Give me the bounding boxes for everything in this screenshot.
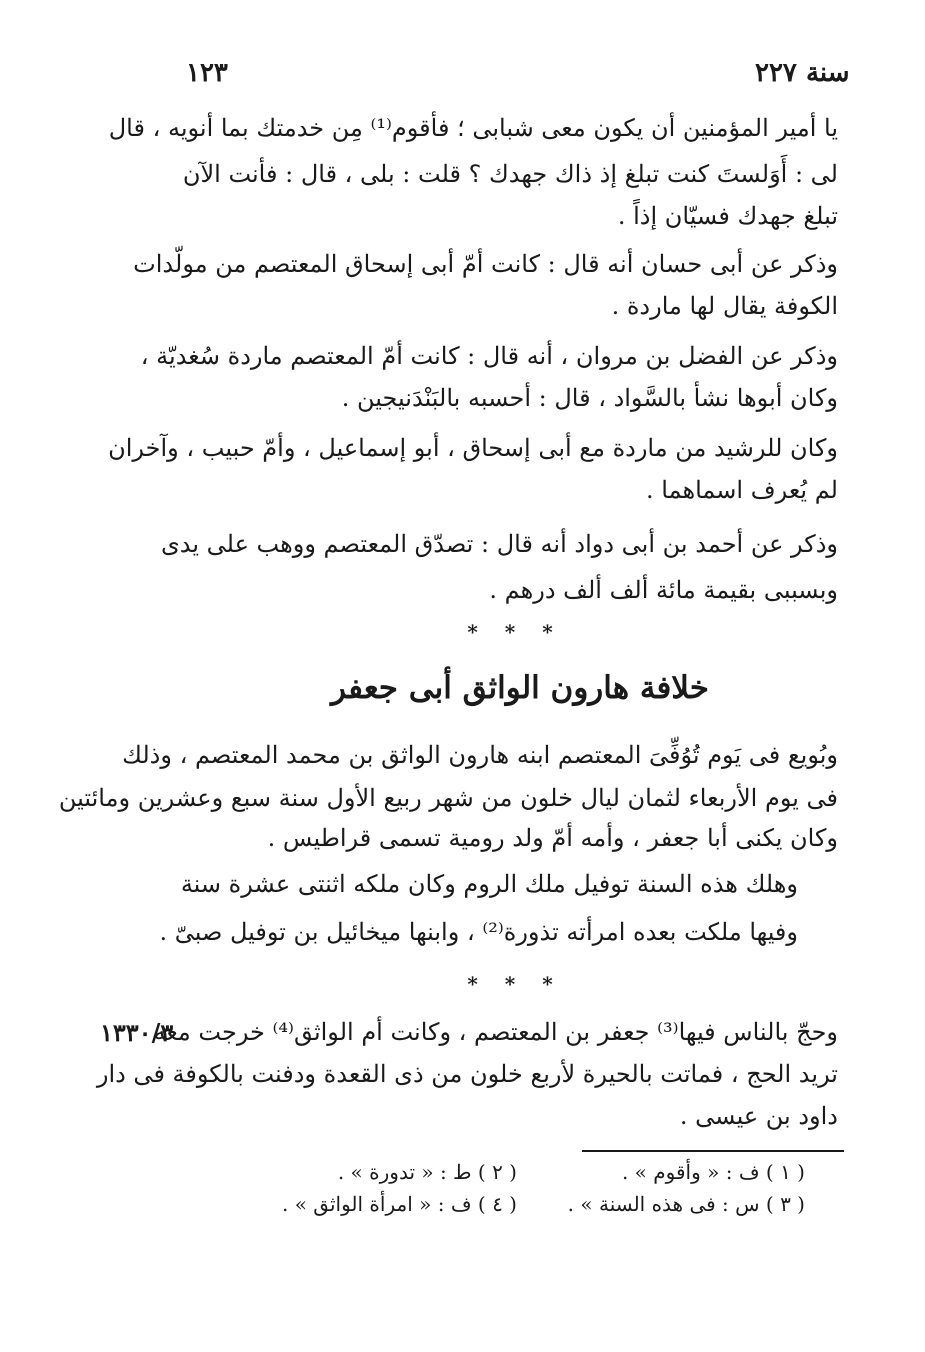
text-line: وهلك هذه السنة توفيل ملك الروم وكان ملكه اثنتى عشرة سنة (180, 870, 798, 898)
text-line: وفيها ملكت بعده امرأته تذورة⁽²⁾ ، وابنها ميخائيل بن توفيل صبىّ . (159, 918, 798, 946)
section-title: خلافة هارون الواثق أبى جعفر (331, 670, 709, 706)
text-line: تريد الحج ، فماتت بالحيرة لأربع خلون من ذى القعدة ودفنت بالكوفة فى دار (96, 1060, 838, 1088)
text-line: وحجّ بالناس فيها⁽³⁾ جعفر بن المعتصم ، وكانت أم الواثق⁽⁴⁾ خرجت معه (153, 1018, 838, 1046)
text-line: وكان للرشيد من ماردة مع أبى إسحاق ، أبو إسماعيل ، وأمّ حبيب ، وآخران (108, 434, 838, 462)
text-line: وذكر عن الفضل بن مروان ، أنه قال : كانت أمّ المعتصم ماردة سُغديّة ، (140, 342, 838, 370)
year-label: سنة ٢٢٧ (755, 58, 850, 88)
footnote: ( ١ ) ف : « وأقوم » . (621, 1160, 805, 1184)
text-line: فى يوم الأربعاء لثمان ليال خلون من شهر ربيع الأول سنة سبع وعشرين ومائتين (58, 784, 838, 812)
page-number: ١٢٣ (186, 58, 228, 88)
text-line: لم يُعرف اسماهما . (646, 476, 838, 504)
text-line: لى : أَوَلستَ كنت تبلغ إذ ذاك جهدك ؟ قلت : بلى ، قال : فأنت الآن (182, 160, 838, 188)
text-line: وذكر عن أحمد بن أبى دواد أنه قال : تصدّق المعتصم ووهب على يدى (160, 530, 838, 558)
footnote: ( ٢ ) ط : « تدورة » . (337, 1160, 517, 1184)
text-line: وذكر عن أبى حسان أنه قال : كانت أمّ أبى إسحاق المعتصم من مولّدات (133, 250, 838, 278)
footnote-rule (582, 1150, 844, 1152)
text-line: داود بن عيسى . (679, 1102, 838, 1130)
text-line: وكان يكنى أبا جعفر ، وأمه أمّ ولد رومية تسمى قراطيس . (267, 824, 838, 852)
section-divider: * * * (467, 972, 563, 996)
footnote: ( ٣ ) س : فى هذه السنة » . (567, 1192, 805, 1216)
text-line: وبُويع فى يَوم تُوُفِّىَ المعتصم ابنه هارون الواثق بن محمد المعتصم ، وذلك (122, 741, 838, 769)
section-divider: * * * (467, 620, 563, 644)
footnote: ( ٤ ) ف : « امرأة الواثق » . (281, 1192, 517, 1216)
text-line: يا أمير المؤمنين أن يكون معى شبابى ؛ فأقوم⁽¹⁾ مِن خدمتك بما أنويه ، قال (108, 114, 838, 142)
text-line: الكوفة يقال لها ماردة . (611, 292, 838, 320)
text-line: تبلغ جهدك فسيّان إذاً . (617, 202, 838, 230)
text-line: وكان أبوها نشأ بالسَّواد ، قال : أحسبه بالبَنْدَنيجين . (341, 384, 838, 412)
margin-reference: ١٣٣٠/٣ (100, 1018, 174, 1047)
text-line: وبسببى بقيمة مائة ألف ألف درهم . (489, 576, 838, 604)
